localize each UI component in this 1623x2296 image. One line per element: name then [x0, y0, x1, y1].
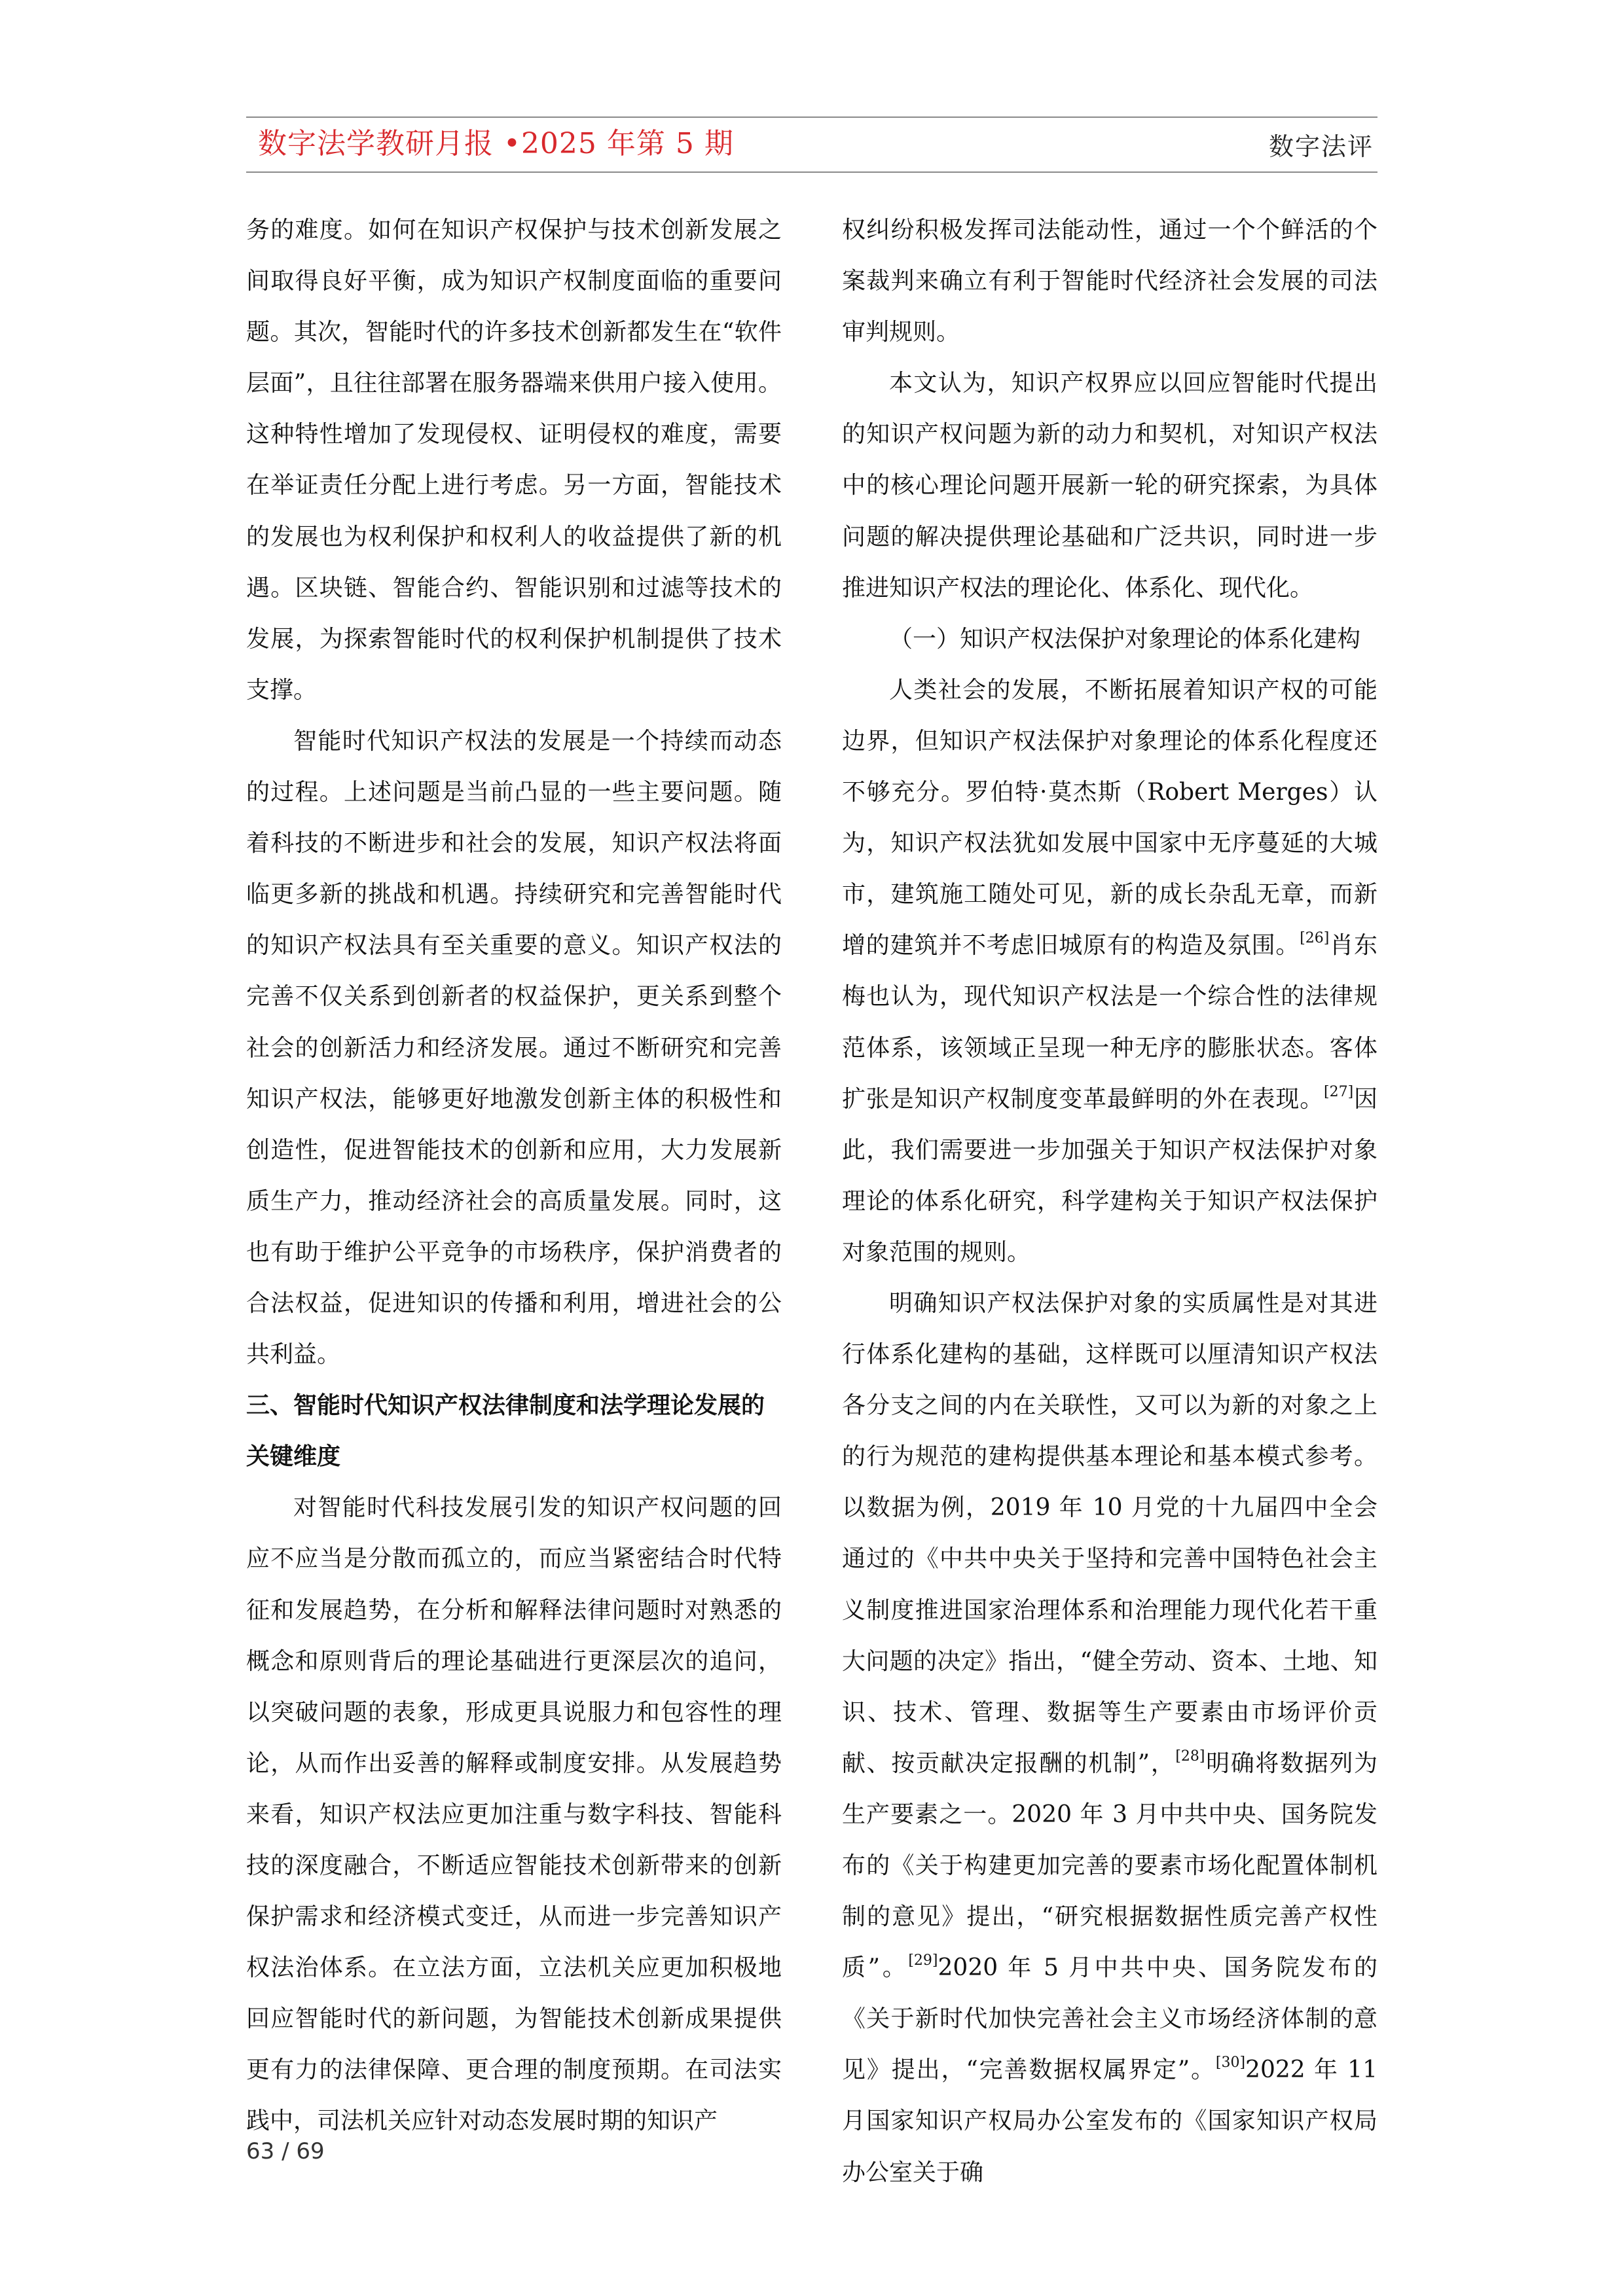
citation-ref[interactable]: [26]	[1300, 930, 1330, 947]
citation-ref[interactable]: [27]	[1324, 1083, 1354, 1100]
right-column	[842, 205, 1377, 2198]
text-run: 肖东梅也认为，现代知识产权法是一个综合性的法律规范体系，该领域正呈现一种无序的膨胀状态。客体扩张是知识产权制度变革最鲜明的外在表现。	[842, 932, 1377, 1113]
paragraph	[842, 1278, 1377, 2198]
page-number: 63 / 69	[246, 2138, 325, 2164]
paragraph: 智能时代知识产权法的发展是一个持续而动态的过程。上述问题是当前凸显的一些主要问题。随着科技的不断进步和社会的发展，知识产权法将面临更多新的挑战和机遇。持续研究和完善智能时代的知识产权法具有至关重要的意义。知识产权法的完善不仅关系到创新者的权益保护，更关系到整个社会的创新活力和经济发展。通过不断研究和完善知识产权法，能够更好地激发创新主体的积极性和创造性，促进智能技术的创新和应用，大力发展新质生产力，推动经济社会的高质量发展。同时，这也有助于维护公平竞争的市场秩序，保护消费者的合法权益，促进知识的传播和利用，增进社会的公共利益。	[246, 727, 782, 1369]
citation-ref[interactable]: [30]	[1215, 2054, 1246, 2072]
header-rule-bottom	[246, 171, 1377, 173]
section-heading: 三、智能时代知识产权法律制度和法学理论发展的关键维度	[246, 1392, 765, 1471]
text-run: 人类社会的发展，不断拓展着知识产权的可能边界，但知识产权法保护对象理论的体系化程度还不够充分。罗伯特·莫杰斯（Robert Merges）认为，知识产权法犹如发展中国家中无序蔓延的大城市，建筑施工随处可见，新的成长杂乱无章，而新增的建筑并不考虑旧城原有的构造及氛围。	[842, 676, 1377, 960]
journal-title: 数字法学教研月报 •2025 年第 5 期	[258, 127, 734, 160]
paragraph	[842, 665, 1377, 1278]
citation-ref[interactable]: [28]	[1175, 1748, 1205, 1765]
text-run: 2020 年 5 月中共中央、国务院发布的《关于新时代加快完善社会主义市场经济体制的意见》提出，“完善数据权属界定”。	[842, 1954, 1378, 2084]
text-run: 明确将数据列为生产要素之一。2020 年 3 月中共中央、国务院发布的《关于构建更加完善的要素市场化配置体制机制的意见》提出，“研究根据数据性质完善产权性质”。	[842, 1749, 1377, 1982]
text-run: 因此，我们需要进一步加强关于知识产权法保护对象理论的体系化研究，科学建构关于知识产权法保护对象范围的规则。	[842, 1085, 1377, 1266]
citation-ref[interactable]: [29]	[908, 1952, 938, 1969]
paragraph: 权纠纷积极发挥司法能动性，通过一个个鲜活的个案裁判来确立有利于智能时代经济社会发展的司法审判规则。	[842, 217, 1377, 346]
text-run: 2022 年 11 月国家知识产权局办公室发布的《国家知识产权局办公室关于确	[842, 2056, 1377, 2186]
paragraph: 对智能时代科技发展引发的知识产权问题的回应不应当是分散而孤立的，而应当紧密结合时代特征和发展趋势，在分析和解释法律问题时对熟悉的概念和原则背后的理论基础进行更深层次的追问，以突破问题的表象，形成更具说服力和包容性的理论，从而作出妥善的解释或制度安排。从发展趋势来看，知识产权法应更加注重与数字科技、智能科技的深度融合，不断适应智能技术创新带来的创新保护需求和经济模式变迁，从而进一步完善知识产权法治体系。在立法方面，立法机关应更加积极地回应智能时代的新问题，为智能技术创新成果提供更有力的法律保障、更合理的制度预期。在司法实践中，司法机关应针对动态发展时期的知识产	[246, 1494, 782, 2135]
text-run: 明确知识产权法保护对象的实质属性是对其进行体系化建构的基础，这样既可以厘清知识产权法各分支之间的内在关联性，又可以为新的对象之上的行为规范的建构提供基本理论和基本模式参考。以数据为例，2019 年 10 月党的十九届四中全会通过的《中共中央关于坚持和完善中国特色社会主义制度推进国家治理体系和治理能力现代化若干重大问题的决定》指出，“健全劳动、资本、土地、知识、技术、管理、数据等生产要素由市场评价贡献、按贡献决定报酬的机制”，	[842, 1289, 1377, 1777]
paragraph: 务的难度。如何在知识产权保护与技术创新发展之间取得良好平衡，成为知识产权制度面临的重要问题。其次，智能时代的许多技术创新都发生在“软件层面”，且往往部署在服务器端来供用户接入使用。这种特性增加了发现侵权、证明侵权的难度，需要在举证责任分配上进行考虑。另一方面，智能技术的发展也为权利保护和权利人的收益提供了新的机遇。区块链、智能合约、智能识别和过滤等技术的发展，为探索智能时代的权利保护机制提供了技术支撑。	[246, 217, 782, 704]
header-rule-top	[246, 117, 1377, 118]
paragraph: 本文认为，知识产权界应以回应智能时代提出的知识产权问题为新的动力和契机，对知识产权法中的核心理论问题开展新一轮的研究探索，为具体问题的解决提供理论基础和广泛共识，同时进一步推进知识产权法的理论化、体系化、现代化。	[842, 370, 1377, 601]
section-name: 数字法评	[1269, 132, 1374, 161]
subsection-heading: （一）知识产权法保护对象理论的体系化建构	[889, 625, 1361, 653]
left-column	[246, 205, 782, 2147]
